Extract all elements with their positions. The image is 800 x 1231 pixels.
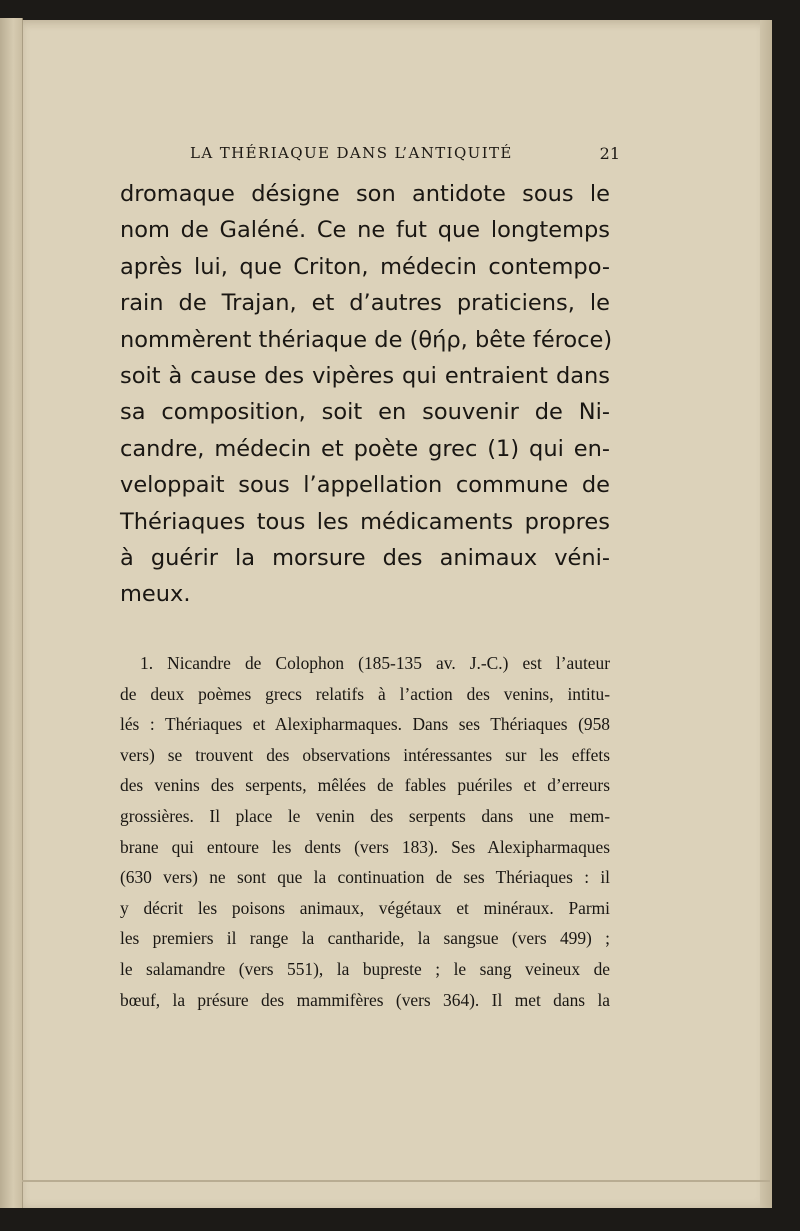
text-line: Thériaques tous les médicaments propres [120, 508, 610, 535]
footnote-line: y décrit les poisons animaux, végétaux et minéraux. Parmi [120, 897, 610, 918]
footnote-line: (630 vers) ne sont que la continuation de ses Thériaques : il [120, 867, 610, 888]
footnote-line: 1. Nicandre de Colophon (185-135 av. J.-C.) est l’auteur [140, 653, 610, 673]
book-spine [0, 18, 23, 1208]
page-edge [760, 20, 772, 1208]
footnote-line: lés : Thériaques et Alexipharmaques. Dans ses Thériaques (958 [120, 714, 610, 735]
footnote-line: le salamandre (vers 551), la bupreste ; le sang veineux de [120, 958, 610, 979]
text-line: à guérir la morsure des animaux véni- [120, 544, 610, 571]
footnote-line: les premiers il range la cantharide, la sangsue (vers 499) ; [120, 928, 610, 949]
text-line: nommèrent thériaque de (θήρ, bête féroce) [120, 326, 613, 353]
text-line: soit à cause des vipères qui entraient dans [120, 362, 610, 389]
footnote-line: brane qui entoure les dents (vers 183). Ses Alexipharmaques [120, 836, 610, 857]
text-line: rain de Trajan, et d’autres praticiens, le [120, 290, 610, 317]
text-line: candre, médecin et poète grec (1) qui en- [120, 435, 610, 462]
text-line: dromaque désigne son antidote sous le [120, 181, 610, 207]
main-text [120, 176, 613, 613]
footnote-line: grossières. Il place le venin des serpents dans une mem- [120, 805, 610, 826]
text-line: veloppait sous l’appellation commune de [120, 472, 610, 499]
text-line: meux. [120, 581, 191, 608]
running-head: LA THÉRIAQUE DANS L’ANTIQUITÉ [190, 144, 513, 162]
page-number: 21 [599, 144, 620, 163]
page-bottom-edge [22, 1180, 770, 1182]
footnote [120, 648, 610, 1015]
footnote-line: de deux poèmes grecs relatifs à l’action des venins, intitu- [120, 683, 610, 704]
footnote-line: bœuf, la présure des mammifères (vers 364). Il met dans la [120, 989, 610, 1010]
text-line: nom de Galéné. Ce ne fut que longtemps [120, 217, 610, 244]
footnote-line: vers) se trouvent des observations intéressantes sur les effets [120, 744, 610, 765]
text-line: après lui, que Criton, médecin contempo- [120, 253, 610, 280]
footnote-line: des venins des serpents, mêlées de fables puériles et d’erreurs [120, 775, 610, 796]
page-header [190, 144, 620, 170]
text-line: sa composition, soit en souvenir de Ni- [120, 399, 610, 426]
